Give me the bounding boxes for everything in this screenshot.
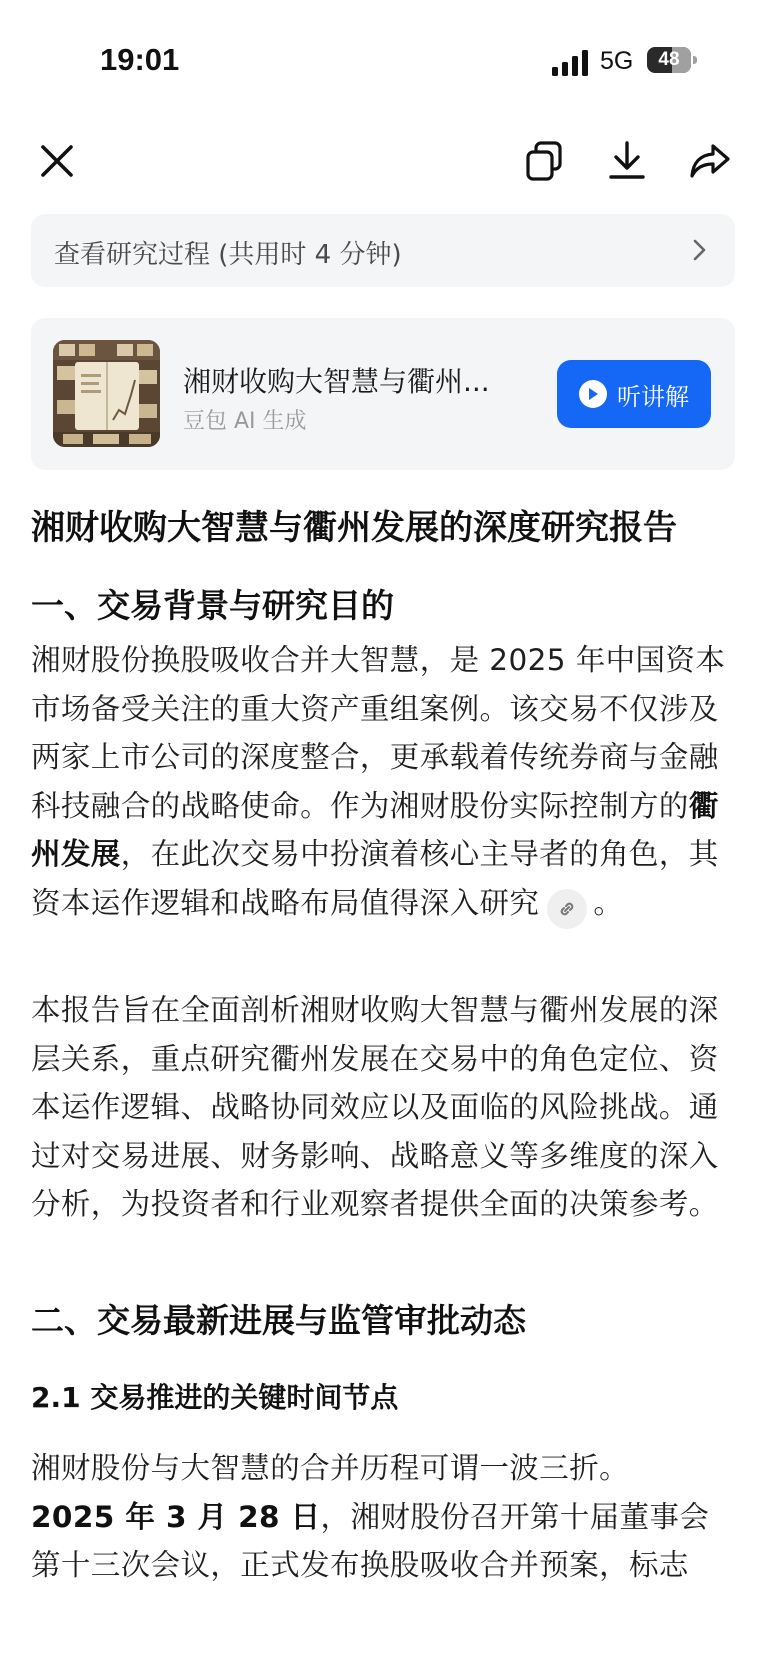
article-title: 湘财收购大智慧与衢州发展的深度研究报告 xyxy=(31,508,677,548)
download-button[interactable] xyxy=(603,137,651,185)
research-process-bar[interactable] xyxy=(31,214,735,287)
download-icon xyxy=(607,140,647,182)
paragraph-3: 湘财股份与大智慧的合并历程可谓一波三折。 2025 年 3 月 28 日，湘财股份召开第十届董事会第十三次会议，正式发布换股吸收合并预案，标志 xyxy=(31,1451,710,1583)
network-type: 5G xyxy=(600,47,634,75)
section-heading-1: 一、交易背景与研究目的 xyxy=(31,586,394,625)
play-icon xyxy=(579,380,607,408)
audio-explainer-card[interactable] xyxy=(31,318,735,470)
listen-label: 听讲解 xyxy=(617,382,689,411)
research-process-label: 查看研究过程 (共用时 4 分钟) xyxy=(54,240,402,270)
card-title: 湘财收购大智慧与衢州... xyxy=(183,365,490,398)
bold-term: 衢州发展 xyxy=(31,788,719,872)
copy-icon xyxy=(524,140,564,182)
source-link-button[interactable] xyxy=(547,889,587,929)
close-icon xyxy=(39,143,75,179)
status-time: 19:01 xyxy=(100,42,180,77)
battery-level: 48 xyxy=(658,49,680,70)
card-subtitle: 豆包 AI 生成 xyxy=(183,409,307,434)
link-icon xyxy=(556,898,578,920)
paragraph-1: 湘财股份换股吸收合并大智慧，是 2025 年中国资本市场备受关注的重大资产重组案例。该交易不仅涉及两家上市公司的深度整合，更承载着传统券商与金融科技融合的战略使命。作为湘财股份实际控制方的衢州发展，在此次交易中扮演着核心主导者的角色，其资本运作逻辑和战略布局值得深入研究 。 xyxy=(31,636,734,929)
chevron-right-icon xyxy=(685,236,713,264)
section-heading-2: 二、交易最新进展与监管审批动态 xyxy=(31,1301,526,1340)
paragraph-2: 本报告旨在全面剖析湘财收购大智慧与衢州发展的深层关系，重点研究衢州发展在交易中的角色定位、资本运作逻辑、战略协同效应以及面临的风险挑战。通过对交易进展、财务影响、战略意义等多维度的深入分析，为投资者和行业观察者提供全面的决策参考。 xyxy=(31,993,719,1222)
share-icon xyxy=(689,142,731,180)
card-thumbnail xyxy=(53,340,160,447)
bold-date: 2025 年 3 月 28 日 xyxy=(31,1499,321,1534)
cellular-signal-icon xyxy=(552,50,590,76)
listen-button[interactable] xyxy=(557,360,711,428)
copy-button[interactable] xyxy=(520,137,568,185)
status-bar xyxy=(0,0,768,110)
battery-icon xyxy=(647,47,697,73)
subsection-heading-2-1: 2.1 交易推进的关键时间节点 xyxy=(31,1381,399,1414)
close-button[interactable] xyxy=(33,137,81,185)
share-button[interactable] xyxy=(686,137,734,185)
